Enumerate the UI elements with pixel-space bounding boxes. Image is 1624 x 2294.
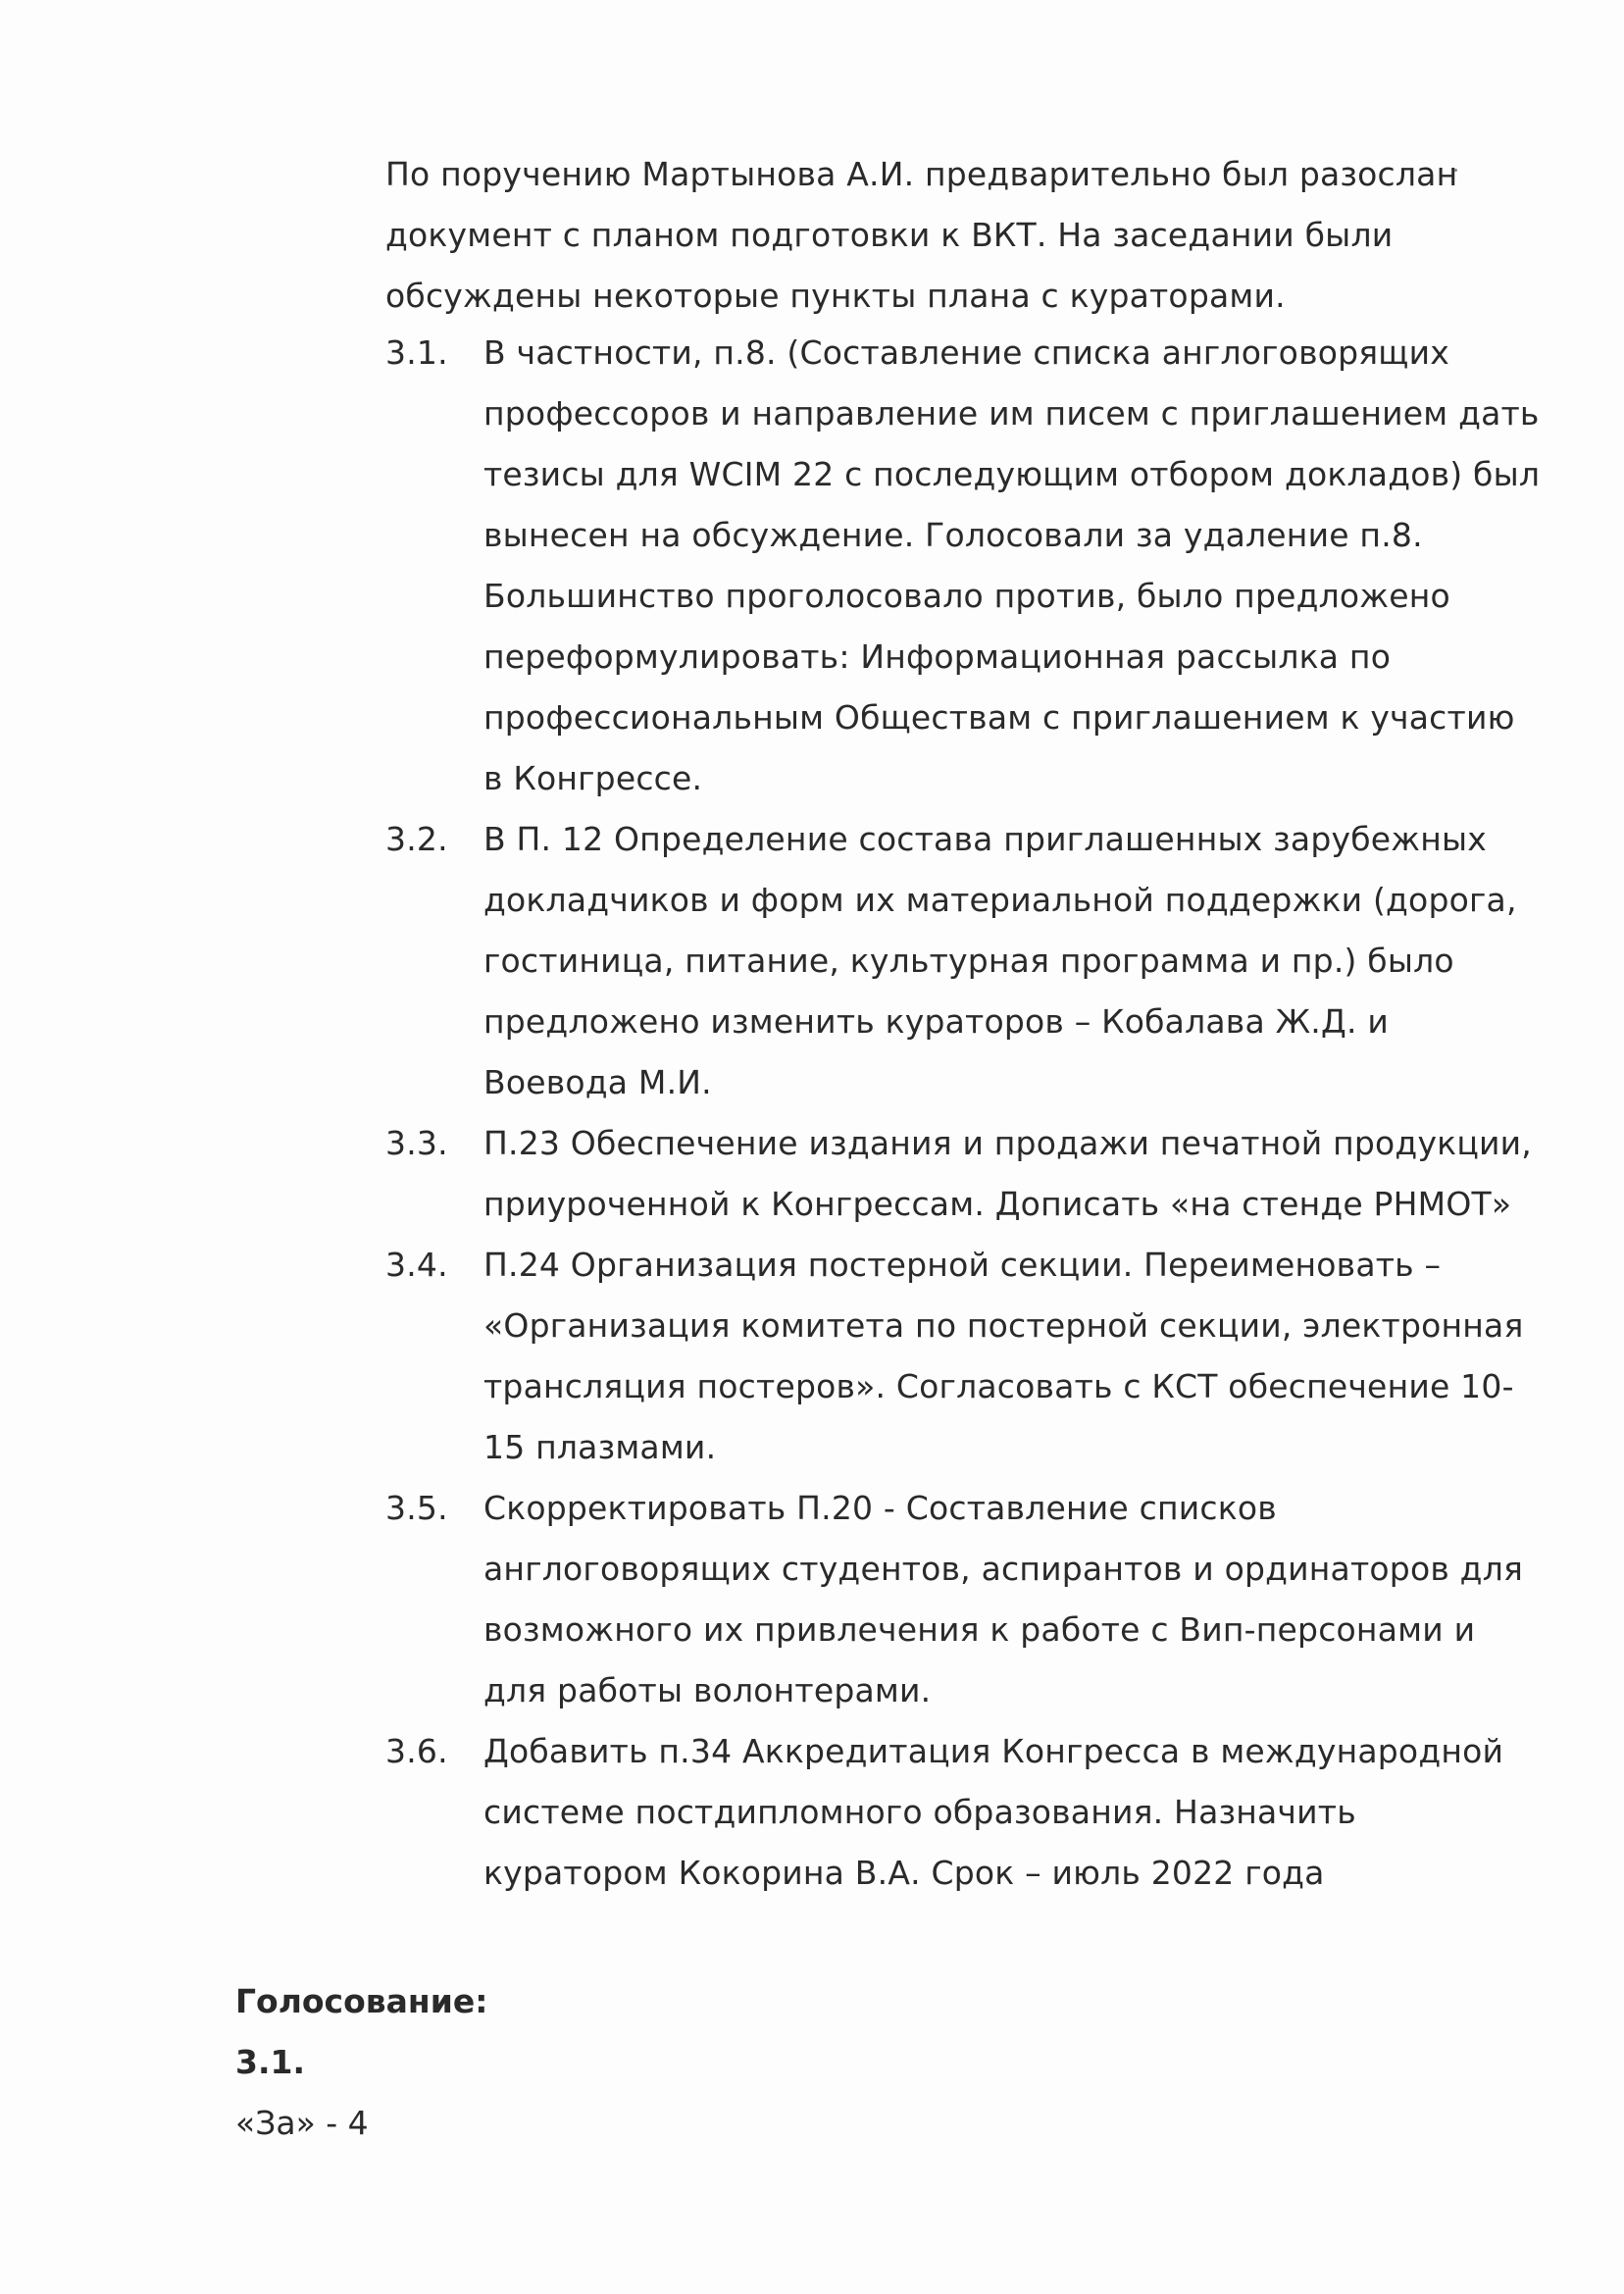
- item-text: П.24 Организация постерной секции. Переименовать – «Организация комитета по постерной секции, электронная трансляция постеров». Согласовать с КСТ обеспечение 10-15 плазмами.: [483, 1246, 1524, 1466]
- list-item: [385, 809, 1543, 1113]
- item-number: 3.4.: [385, 1246, 448, 1284]
- item-number: 3.6.: [385, 1732, 448, 1770]
- intro-text: По поручению Мартынова А.И. предварительно был разослан документ с планом подготовки к ВКТ. На заседании были обсуждены некоторые пункты плана с кураторами.: [385, 155, 1458, 315]
- intro-paragraph: [385, 144, 1523, 327]
- item-text: Скорректировать П.20 - Составление списков англоговорящих студентов, аспирантов и ординаторов для возможного их привлечения к работе с Вип-персонами и для работы волонтерами.: [483, 1489, 1524, 1709]
- item-text: В частности, п.8. (Составление списка англоговорящих профессоров и направление им писем с приглашением дать тезисы для WCIM 22 с последующим отбором докладов) был вынесен на обсуждение. Голосовали за удаление п.8. Большинство проголосовало против, было предложено переформулировать: Информационная рассылка по профессиональным Обществам с приглашением к участию в Конгрессе.: [483, 333, 1541, 797]
- voting-subheading: 3.1.: [235, 2043, 305, 2081]
- numbered-list: [385, 323, 1543, 1904]
- item-number: 3.3.: [385, 1124, 448, 1162]
- list-item: [385, 1478, 1543, 1721]
- list-item: [385, 323, 1543, 809]
- item-number: 3.5.: [385, 1489, 448, 1527]
- item-text: В П. 12 Определение состава приглашенных зарубежных докладчиков и форм их материальной поддержки (дорога, гостиница, питание, культурная программа и пр.) было предложено изменить кураторов – Кобалава Ж.Д. и Воевода М.И.: [483, 820, 1517, 1101]
- item-number: 3.2.: [385, 820, 448, 858]
- item-text: Добавить п.34 Аккредитация Конгресса в международной системе постдипломного образования. Назначить куратором Кокорина В.А. Срок – июль 2022 года: [483, 1732, 1504, 1892]
- voting-heading: Голосование:: [235, 1982, 488, 2020]
- list-item: [385, 1235, 1543, 1478]
- voting-count: «За» - 4: [235, 2104, 369, 2142]
- voting-section: [235, 1971, 487, 2154]
- list-item: [385, 1113, 1543, 1235]
- item-text: П.23 Обеспечение издания и продажи печатной продукции, приуроченной к Конгрессам. Дописать «на стенде РНМОТ»: [483, 1124, 1532, 1223]
- list-item: [385, 1721, 1543, 1904]
- item-number: 3.1.: [385, 333, 448, 372]
